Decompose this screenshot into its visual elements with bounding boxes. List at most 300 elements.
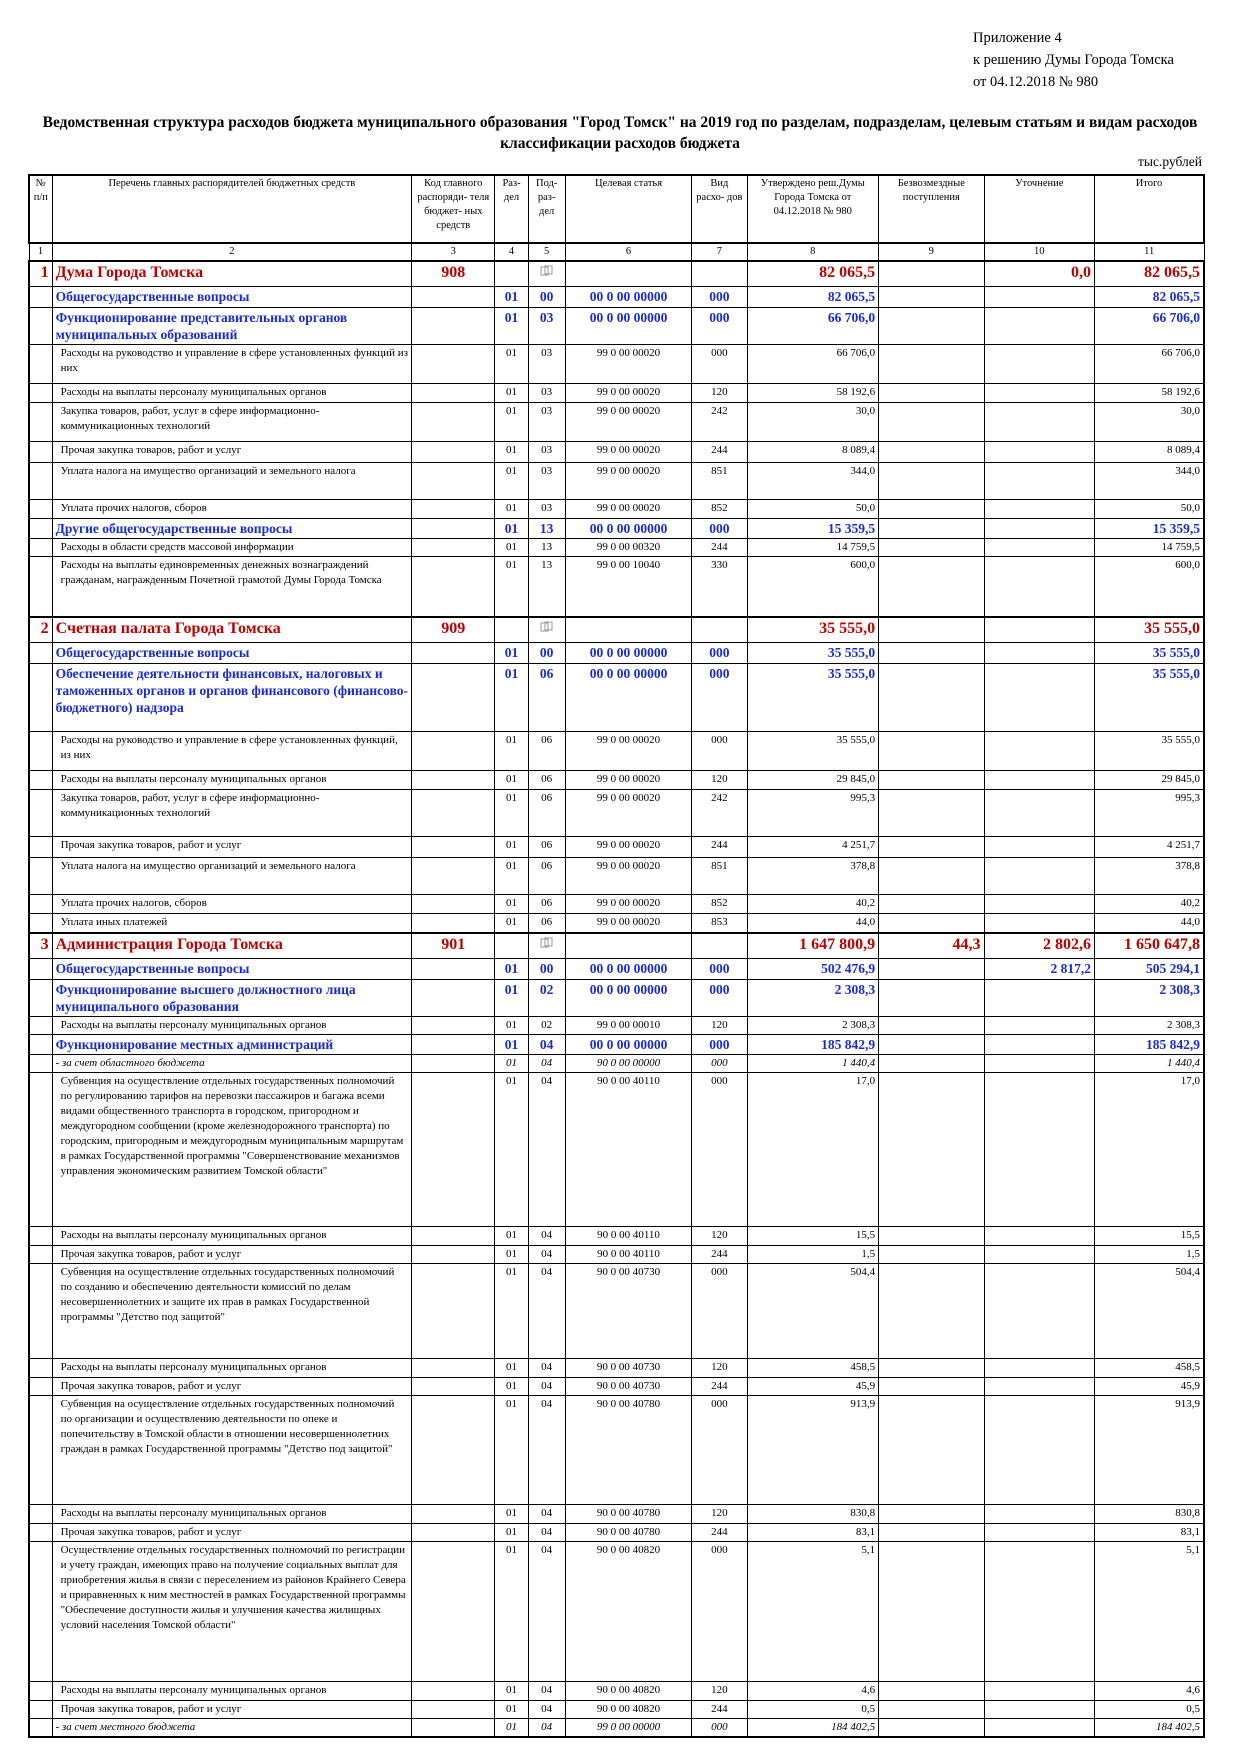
cell-name: Общегосударственные вопросы bbox=[52, 643, 412, 664]
cell-ut: 2 817,2 bbox=[984, 959, 1094, 980]
cell-vr: 000 bbox=[692, 1719, 747, 1738]
cell-pod: 04 bbox=[528, 1359, 565, 1378]
cell-pod: 02 bbox=[528, 1017, 565, 1035]
cell-amt: 995,3 bbox=[747, 790, 879, 837]
cell-pod: 03 bbox=[528, 345, 565, 384]
cell-bez bbox=[879, 617, 984, 643]
cell-vr: 000 bbox=[692, 643, 747, 664]
table-row-item bbox=[29, 914, 1204, 934]
cell-itog: 14 759,5 bbox=[1094, 539, 1204, 557]
cell-n bbox=[29, 980, 52, 1017]
cell-name: Функционирование местных администраций bbox=[52, 1035, 412, 1055]
document-title: Ведомственная структура расходов бюджета муниципального образования "Город Томск" на 2019 год по разделам, подразделам, целевым статьям и видам расходов классификации расходов бюджета bbox=[42, 114, 1198, 152]
cell-name: Расходы на выплаты персоналу муниципальных органов bbox=[52, 384, 412, 403]
cell-n bbox=[29, 1264, 52, 1359]
cell-razdel: 01 bbox=[495, 959, 528, 980]
cell-bez bbox=[879, 1505, 984, 1524]
cell-name: Расходы на выплаты персоналу муниципальных органов bbox=[52, 1505, 412, 1524]
cell-amt: 185 842,9 bbox=[747, 1035, 879, 1055]
cell-n bbox=[29, 345, 52, 384]
cell-pod: 00 bbox=[528, 643, 565, 664]
cell-n bbox=[29, 858, 52, 895]
cell-vr: 120 bbox=[692, 1359, 747, 1378]
table-row-sec bbox=[29, 664, 1204, 732]
cell-n bbox=[29, 1073, 52, 1227]
header-cell: Раз- дел bbox=[495, 175, 528, 243]
cell-n bbox=[29, 732, 52, 771]
cell-code bbox=[412, 287, 495, 308]
cell-bez bbox=[879, 519, 984, 539]
table-row-item bbox=[29, 1017, 1204, 1035]
cell-ut bbox=[984, 1682, 1094, 1701]
cell-cs: 00 0 00 00000 bbox=[565, 664, 692, 732]
cell-razdel: 01 bbox=[495, 1505, 528, 1524]
cell-cs: 00 0 00 00000 bbox=[565, 308, 692, 345]
cell-bez bbox=[879, 463, 984, 500]
cell-amt: 35 555,0 bbox=[747, 732, 879, 771]
cell-code bbox=[412, 1396, 495, 1505]
cell-cs: 99 0 00 10040 bbox=[565, 557, 692, 618]
cell-pod: 04 bbox=[528, 1505, 565, 1524]
cell-razdel: 01 bbox=[495, 1701, 528, 1719]
cell-razdel: 01 bbox=[495, 837, 528, 858]
cell-ut bbox=[984, 1246, 1094, 1264]
column-number: 9 bbox=[879, 243, 984, 261]
cell-ut bbox=[984, 732, 1094, 771]
cell-pod: 13 bbox=[528, 519, 565, 539]
table-row-item bbox=[29, 1542, 1204, 1682]
cell-amt: 378,8 bbox=[747, 858, 879, 895]
cell-name: Прочая закупка товаров, работ и услуг bbox=[52, 837, 412, 858]
cell-cs: 99 0 00 00020 bbox=[565, 895, 692, 914]
cell-amt: 2 308,3 bbox=[747, 1017, 879, 1035]
cell-razdel: 01 bbox=[495, 308, 528, 345]
cell-vr: 120 bbox=[692, 1505, 747, 1524]
cell-n bbox=[29, 500, 52, 519]
cell-pod: 04 bbox=[528, 1246, 565, 1264]
cell-bez bbox=[879, 664, 984, 732]
table-row-item bbox=[29, 771, 1204, 790]
cell-n bbox=[29, 1227, 52, 1246]
cell-n bbox=[29, 1682, 52, 1701]
cell-pod: 13 bbox=[528, 539, 565, 557]
cell-ut bbox=[984, 557, 1094, 618]
header-cell: Безвозмездные поступления bbox=[879, 175, 984, 243]
cell-razdel: 01 bbox=[495, 1524, 528, 1542]
cell-n bbox=[29, 403, 52, 442]
cell-itog: 344,0 bbox=[1094, 463, 1204, 500]
table-row-item bbox=[29, 1359, 1204, 1378]
cell-pod: 06 bbox=[528, 732, 565, 771]
cell-n bbox=[29, 1701, 52, 1719]
cell-itog: 29 845,0 bbox=[1094, 771, 1204, 790]
column-number: 5 bbox=[528, 243, 565, 261]
cell-amt: 600,0 bbox=[747, 557, 879, 618]
cell-itog: 82 065,5 bbox=[1094, 261, 1204, 287]
cell-razdel: 01 bbox=[495, 557, 528, 618]
cell-n bbox=[29, 539, 52, 557]
table-row-item bbox=[29, 858, 1204, 895]
table-row-sec bbox=[29, 519, 1204, 539]
cell-razdel bbox=[495, 933, 528, 959]
cell-code bbox=[412, 771, 495, 790]
cell-pod: 03 bbox=[528, 463, 565, 500]
cell-name: Дума Города Томска bbox=[52, 261, 412, 287]
cell-amt: 1,5 bbox=[747, 1246, 879, 1264]
cell-cs: 90 0 00 40780 bbox=[565, 1396, 692, 1505]
cell-cs: 99 0 00 00020 bbox=[565, 442, 692, 463]
cell-cs: 99 0 00 00020 bbox=[565, 790, 692, 837]
cell-code bbox=[412, 442, 495, 463]
table-row-item bbox=[29, 1396, 1204, 1505]
cell-vr: 244 bbox=[692, 1701, 747, 1719]
cell-vr: 853 bbox=[692, 914, 747, 934]
cell-vr: 000 bbox=[692, 1542, 747, 1682]
appendix-line-2: к решению Думы Города Томска bbox=[973, 52, 1174, 68]
cell-amt: 4 251,7 bbox=[747, 837, 879, 858]
cell-itog: 913,9 bbox=[1094, 1396, 1204, 1505]
cell-razdel: 01 bbox=[495, 403, 528, 442]
cell-name: Другие общегосударственные вопросы bbox=[52, 519, 412, 539]
budget-table bbox=[28, 174, 1205, 1738]
table-row-ital bbox=[29, 1719, 1204, 1738]
cell-n bbox=[29, 1055, 52, 1073]
cell-pod: 00 bbox=[528, 959, 565, 980]
table-row-item bbox=[29, 403, 1204, 442]
cell-bez bbox=[879, 384, 984, 403]
cell-bez bbox=[879, 308, 984, 345]
cell-amt: 40,2 bbox=[747, 895, 879, 914]
cell-pod: 06 bbox=[528, 895, 565, 914]
cell-itog: 8 089,4 bbox=[1094, 442, 1204, 463]
table-row-sec bbox=[29, 308, 1204, 345]
cell-ut bbox=[984, 1359, 1094, 1378]
cell-razdel: 01 bbox=[495, 771, 528, 790]
cell-razdel: 01 bbox=[495, 1035, 528, 1055]
cell-vr: 244 bbox=[692, 837, 747, 858]
cell-cs: 99 0 00 00010 bbox=[565, 1017, 692, 1035]
table-row-sec bbox=[29, 1035, 1204, 1055]
cell-cs: 99 0 00 00020 bbox=[565, 403, 692, 442]
cell-bez bbox=[879, 895, 984, 914]
cell-amt: 82 065,5 bbox=[747, 287, 879, 308]
cell-itog: 830,8 bbox=[1094, 1505, 1204, 1524]
cell-vr: 242 bbox=[692, 790, 747, 837]
cell-name: Прочая закупка товаров, работ и услуг bbox=[52, 442, 412, 463]
cell-itog: 66 706,0 bbox=[1094, 345, 1204, 384]
cell-code bbox=[412, 1073, 495, 1227]
cell-code bbox=[412, 858, 495, 895]
cell-itog: 44,0 bbox=[1094, 914, 1204, 934]
cell-amt: 35 555,0 bbox=[747, 643, 879, 664]
header-cell: № п/п bbox=[29, 175, 52, 243]
cell-vr: 000 bbox=[692, 1035, 747, 1055]
cell-code bbox=[412, 1359, 495, 1378]
cell-itog: 30,0 bbox=[1094, 403, 1204, 442]
cell-itog: 2 308,3 bbox=[1094, 1017, 1204, 1035]
cell-pod: 03 bbox=[528, 308, 565, 345]
cell-pod: 13 bbox=[528, 557, 565, 618]
cell-razdel: 01 bbox=[495, 1017, 528, 1035]
cell-name: Закупка товаров, работ, услуг в сфере информационно-коммуникационных технологий bbox=[52, 403, 412, 442]
cell-n bbox=[29, 1246, 52, 1264]
appendix-line-3: от 04.12.2018 № 980 bbox=[973, 74, 1099, 90]
cell-code bbox=[412, 1246, 495, 1264]
cell-n bbox=[29, 914, 52, 934]
cell-vr: 851 bbox=[692, 463, 747, 500]
cell-code: 909 bbox=[412, 617, 495, 643]
header-cell: Итого bbox=[1094, 175, 1204, 243]
cell-code bbox=[412, 914, 495, 934]
cell-code bbox=[412, 1505, 495, 1524]
cell-bez bbox=[879, 345, 984, 384]
cell-amt: 1 647 800,9 bbox=[747, 933, 879, 959]
cell-code bbox=[412, 1542, 495, 1682]
cell-vr: 851 bbox=[692, 858, 747, 895]
column-number: 1 bbox=[29, 243, 52, 261]
cell-code bbox=[412, 1017, 495, 1035]
cell-ut bbox=[984, 1055, 1094, 1073]
cell-vr: 000 bbox=[692, 519, 747, 539]
cell-bez bbox=[879, 500, 984, 519]
cell-cs: 99 0 00 00020 bbox=[565, 837, 692, 858]
cell-ut bbox=[984, 771, 1094, 790]
cell-n bbox=[29, 308, 52, 345]
table-row-item bbox=[29, 1227, 1204, 1246]
cell-itog: 505 294,1 bbox=[1094, 959, 1204, 980]
cell-cs: 99 0 00 00000 bbox=[565, 1719, 692, 1738]
cell-itog: 40,2 bbox=[1094, 895, 1204, 914]
cell-code bbox=[412, 1035, 495, 1055]
header-cell: Уточнение bbox=[984, 175, 1094, 243]
cell-amt: 82 065,5 bbox=[747, 261, 879, 287]
cell-ut bbox=[984, 858, 1094, 895]
cell-vr: 000 bbox=[692, 345, 747, 384]
table-row-item bbox=[29, 463, 1204, 500]
cell-pod: 04 bbox=[528, 1055, 565, 1073]
cell-itog: 5,1 bbox=[1094, 1542, 1204, 1682]
cell-itog: 35 555,0 bbox=[1094, 643, 1204, 664]
cell-razdel: 01 bbox=[495, 500, 528, 519]
cell-bez bbox=[879, 261, 984, 287]
cell-cs: 90 0 00 40820 bbox=[565, 1542, 692, 1682]
cell-bez bbox=[879, 287, 984, 308]
cell-razdel: 01 bbox=[495, 1378, 528, 1396]
cell-pod: 04 bbox=[528, 1701, 565, 1719]
cell-amt: 5,1 bbox=[747, 1542, 879, 1682]
cell-name: Субвенция на осуществление отдельных государственных полномочий по регулированию тарифов на перевозки пассажиров и багажа всеми видами общественного транспорта в городском, пригородном и междугородном сообщении (кроме железнодорожного транспорта) по городским, пригородным и междугородным муниципальным маршрутам в рамках Государственной программы "Совершенствование механизмов управления экономическим развитием Томской области" bbox=[52, 1073, 412, 1227]
cell-razdel: 01 bbox=[495, 384, 528, 403]
column-number-row bbox=[29, 243, 1204, 261]
header-cell: Код главного распоряди- теля бюджет- ных средств bbox=[412, 175, 495, 243]
cell-razdel: 01 bbox=[495, 519, 528, 539]
cell-n bbox=[29, 1719, 52, 1738]
cell-pod: 04 bbox=[528, 1542, 565, 1682]
cell-cs: 99 0 00 00020 bbox=[565, 914, 692, 934]
cell-cs: 99 0 00 00020 bbox=[565, 732, 692, 771]
cell-bez bbox=[879, 557, 984, 618]
cell-vr: 120 bbox=[692, 771, 747, 790]
cell-itog: 2 308,3 bbox=[1094, 980, 1204, 1017]
cell-code bbox=[412, 980, 495, 1017]
cell-cs: 99 0 00 00020 bbox=[565, 345, 692, 384]
cell-ut bbox=[984, 500, 1094, 519]
cell-ut bbox=[984, 664, 1094, 732]
cell-razdel: 01 bbox=[495, 1073, 528, 1227]
cell-ut bbox=[984, 617, 1094, 643]
cell-razdel: 01 bbox=[495, 895, 528, 914]
cell-amt: 14 759,5 bbox=[747, 539, 879, 557]
cell-cs: 90 0 00 40780 bbox=[565, 1524, 692, 1542]
cell-cs: 00 0 00 00000 bbox=[565, 643, 692, 664]
table-row-item bbox=[29, 895, 1204, 914]
cell-itog: 1 650 647,8 bbox=[1094, 933, 1204, 959]
table-row-org bbox=[29, 261, 1204, 287]
cell-ut bbox=[984, 1073, 1094, 1227]
cell-ut bbox=[984, 1524, 1094, 1542]
cell-ut bbox=[984, 1505, 1094, 1524]
cell-ut bbox=[984, 1227, 1094, 1246]
cell-bez bbox=[879, 1701, 984, 1719]
cell-cs bbox=[565, 617, 692, 643]
cell-amt: 29 845,0 bbox=[747, 771, 879, 790]
cell-code bbox=[412, 557, 495, 618]
cell-ut bbox=[984, 539, 1094, 557]
cell-n bbox=[29, 287, 52, 308]
cell-name: Прочая закупка товаров, работ и услуг bbox=[52, 1246, 412, 1264]
cell-pod: 02 bbox=[528, 980, 565, 1017]
cell-n bbox=[29, 1378, 52, 1396]
cell-bez bbox=[879, 643, 984, 664]
cell-razdel: 01 bbox=[495, 1359, 528, 1378]
cell-code bbox=[412, 1719, 495, 1738]
cell-pod: 06 bbox=[528, 664, 565, 732]
cell-vr: 000 bbox=[692, 1264, 747, 1359]
cell-vr: 330 bbox=[692, 557, 747, 618]
cell-razdel: 01 bbox=[495, 539, 528, 557]
cell-razdel: 01 bbox=[495, 732, 528, 771]
cell-itog: 458,5 bbox=[1094, 1359, 1204, 1378]
cell-cs: 00 0 00 00000 bbox=[565, 959, 692, 980]
cell-bez bbox=[879, 1359, 984, 1378]
cell-itog: 184 402,5 bbox=[1094, 1719, 1204, 1738]
cell-vr: 000 bbox=[692, 732, 747, 771]
cell-itog: 1 440,4 bbox=[1094, 1055, 1204, 1073]
cell-ut bbox=[984, 643, 1094, 664]
cell-ut bbox=[984, 914, 1094, 934]
cell-vr: 244 bbox=[692, 539, 747, 557]
cell-code bbox=[412, 1264, 495, 1359]
cell-amt: 30,0 bbox=[747, 403, 879, 442]
cell-cs: 90 0 00 40780 bbox=[565, 1505, 692, 1524]
cell-bez: 44,3 bbox=[879, 933, 984, 959]
cell-ut bbox=[984, 519, 1094, 539]
cell-cs: 99 0 00 00020 bbox=[565, 463, 692, 500]
cell-ut bbox=[984, 1017, 1094, 1035]
cell-ut bbox=[984, 1396, 1094, 1505]
header-cell: Утверждено реш.Думы Города Томска от 04.12.2018 № 980 bbox=[747, 175, 879, 243]
cell-code bbox=[412, 308, 495, 345]
cell-pod: 04 bbox=[528, 1378, 565, 1396]
cell-cs bbox=[565, 933, 692, 959]
cell-cs: 90 0 00 40820 bbox=[565, 1701, 692, 1719]
cell-pod: 04 bbox=[528, 1524, 565, 1542]
cell-code bbox=[412, 732, 495, 771]
cell-name: Расходы на руководство и управление в сфере установленных функций, из них bbox=[52, 732, 412, 771]
cell-razdel bbox=[495, 261, 528, 287]
cell-razdel: 01 bbox=[495, 1682, 528, 1701]
cell-vr: 120 bbox=[692, 1017, 747, 1035]
cell-itog: 378,8 bbox=[1094, 858, 1204, 895]
cell-amt: 184 402,5 bbox=[747, 1719, 879, 1738]
cell-n bbox=[29, 771, 52, 790]
cell-pod: 06 bbox=[528, 858, 565, 895]
table-row-org bbox=[29, 933, 1204, 959]
cell-n bbox=[29, 384, 52, 403]
cell-bez bbox=[879, 1073, 984, 1227]
cell-cs: 00 0 00 00000 bbox=[565, 1035, 692, 1055]
cell-amt: 830,8 bbox=[747, 1505, 879, 1524]
cell-bez bbox=[879, 1017, 984, 1035]
table-row-ital bbox=[29, 1055, 1204, 1073]
cell-n bbox=[29, 1359, 52, 1378]
cell-itog: 995,3 bbox=[1094, 790, 1204, 837]
header-cell: Перечень главных распорядителей бюджетных средств bbox=[52, 175, 412, 243]
header-cell: Вид расхо- дов bbox=[692, 175, 747, 243]
cell-vr: 244 bbox=[692, 1378, 747, 1396]
cell-pod: 06 bbox=[528, 790, 565, 837]
table-row-item bbox=[29, 1701, 1204, 1719]
appendix-line-1: Приложение 4 bbox=[973, 30, 1062, 46]
cell-cs: 99 0 00 00020 bbox=[565, 858, 692, 895]
cell-amt: 50,0 bbox=[747, 500, 879, 519]
cell-razdel: 01 bbox=[495, 664, 528, 732]
cell-name: - за счет местного бюджета bbox=[52, 1719, 412, 1738]
cell-cs: 99 0 00 00320 bbox=[565, 539, 692, 557]
cell-pod: 06 bbox=[528, 837, 565, 858]
cell-bez bbox=[879, 442, 984, 463]
cell-ut bbox=[984, 1719, 1094, 1738]
table-row-sec bbox=[29, 643, 1204, 664]
cell-name: Расходы в области средств массовой информации bbox=[52, 539, 412, 557]
cell-name: Расходы на выплаты персоналу муниципальных органов bbox=[52, 1017, 412, 1035]
table-row-item bbox=[29, 1524, 1204, 1542]
cell-cs bbox=[565, 261, 692, 287]
cell-razdel: 01 bbox=[495, 1227, 528, 1246]
cell-n bbox=[29, 463, 52, 500]
table-row-org bbox=[29, 617, 1204, 643]
cell-vr: 000 bbox=[692, 287, 747, 308]
cell-code bbox=[412, 664, 495, 732]
cell-n bbox=[29, 837, 52, 858]
cell-cs: 90 0 00 00000 bbox=[565, 1055, 692, 1073]
column-number: 6 bbox=[565, 243, 692, 261]
cell-ut bbox=[984, 1378, 1094, 1396]
cell-bez bbox=[879, 403, 984, 442]
cell-razdel: 01 bbox=[495, 914, 528, 934]
cell-bez bbox=[879, 980, 984, 1017]
cell-bez bbox=[879, 858, 984, 895]
cell-n bbox=[29, 1542, 52, 1682]
cell-n bbox=[29, 1396, 52, 1505]
cell-amt: 913,9 bbox=[747, 1396, 879, 1505]
table-row-item bbox=[29, 837, 1204, 858]
cell-n bbox=[29, 442, 52, 463]
cell-itog: 83,1 bbox=[1094, 1524, 1204, 1542]
cell-pod: 06 bbox=[528, 771, 565, 790]
cell-amt: 58 192,6 bbox=[747, 384, 879, 403]
cell-vr: 000 bbox=[692, 959, 747, 980]
